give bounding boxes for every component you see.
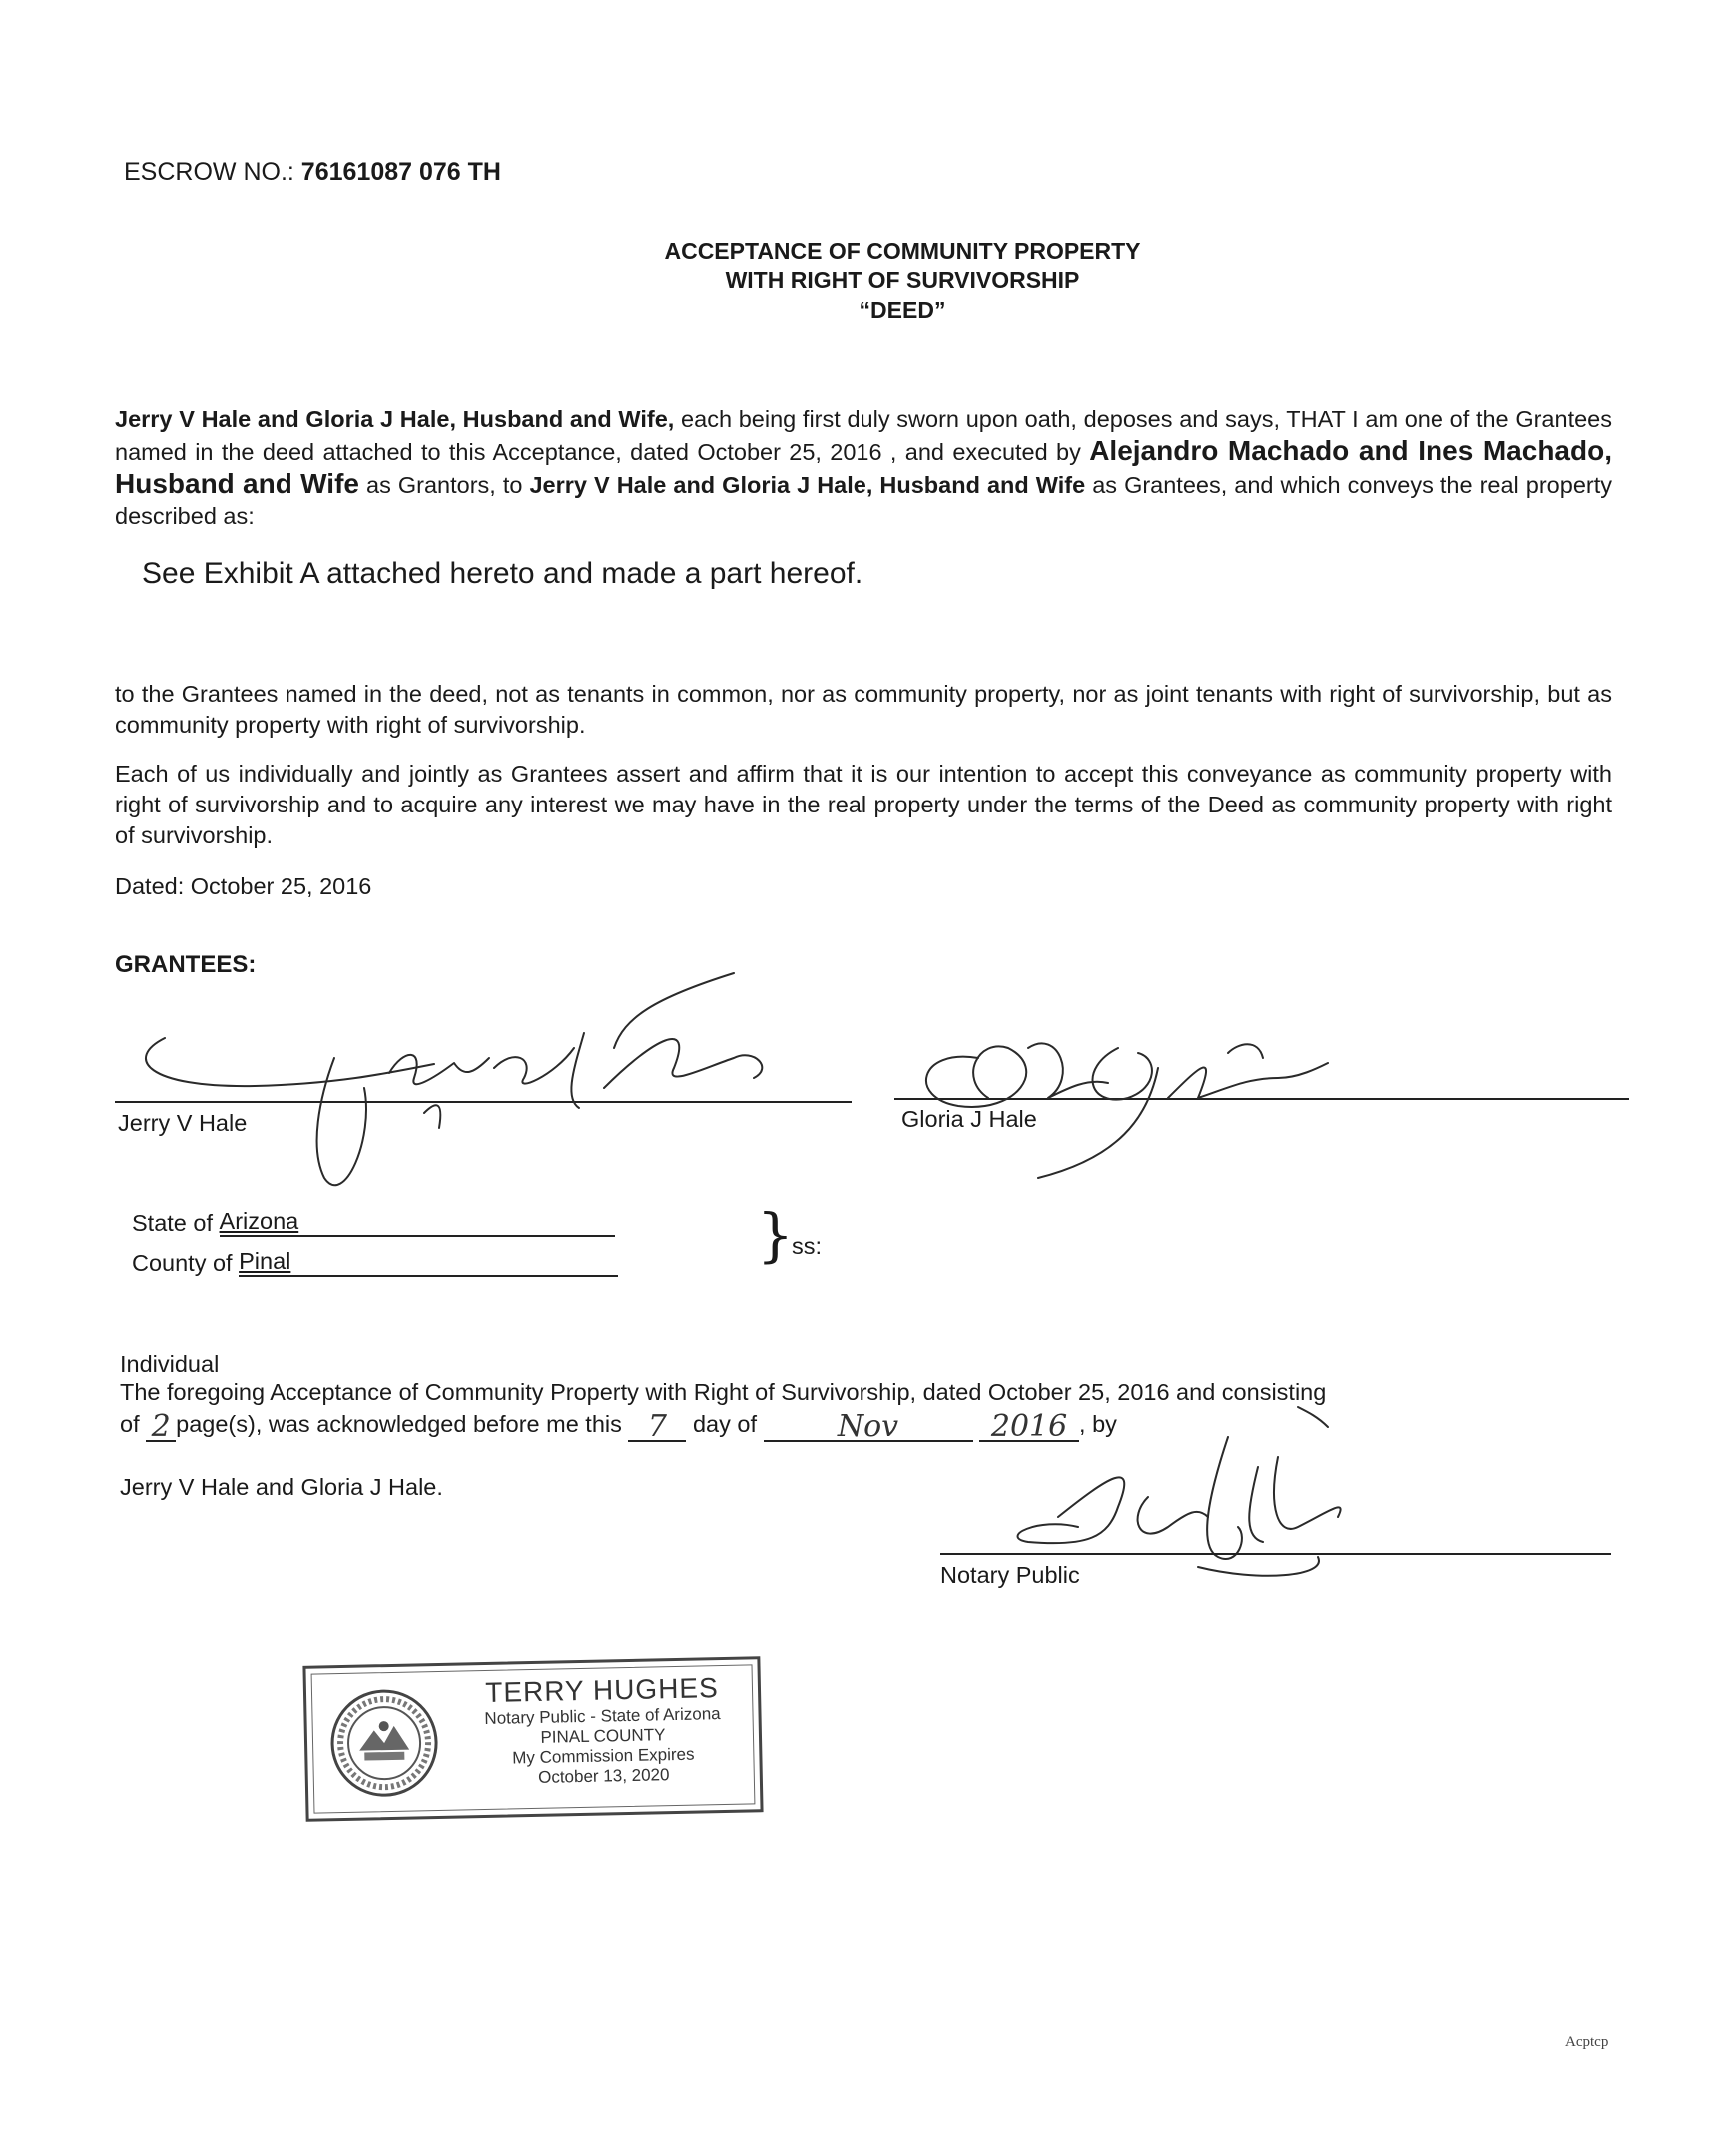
grantors-names: Alejandro Machado and Ines Machado, Husband and Wife	[115, 435, 1612, 499]
intro-text-3: as Grantees, and which conveys the real property described as:	[115, 472, 1612, 529]
grantees-names-2: Jerry V Hale and Gloria J Hale, Husband and Wife	[529, 472, 1086, 498]
signature-jerry-hale	[135, 978, 794, 1208]
title-line-2: WITH RIGHT OF SURVIVORSHIP	[725, 268, 1080, 293]
ack-text-2: page(s), was acknowledged before me this	[176, 1411, 622, 1437]
venue-state	[132, 1208, 615, 1237]
title-line-3: “DEED”	[859, 297, 946, 323]
venue-ss: ss:	[792, 1233, 823, 1259]
stamp-line-2: PINAL COUNTY	[540, 1725, 666, 1747]
county-label: County of	[132, 1250, 233, 1276]
stamp-line-1: Notary Public - State of Arizona	[484, 1704, 721, 1729]
escrow-label: ESCROW NO.:	[124, 158, 294, 186]
signer-right-label: Gloria J Hale	[901, 1106, 1037, 1132]
state-value: Arizona	[219, 1208, 299, 1234]
intro-text-2: as Grantors, to	[358, 472, 530, 498]
venue-brace: }	[757, 1201, 794, 1269]
tenancy-paragraph: to the Grantees named in the deed, not as tenants in common, nor as community property, nor as joint tenants with right of survivorship, but as community property with right of survivorship.	[115, 681, 1612, 738]
signer-left-label: Jerry V Hale	[118, 1110, 248, 1136]
ack-line-1: The foregoing Acceptance of Community Property with Right of Survivorship, dated October 25, 2016 and consisting	[120, 1379, 1327, 1405]
exhibit-reference: See Exhibit A attached hereto and made a part hereof.	[142, 557, 863, 590]
stamp-line-4: October 13, 2020	[537, 1765, 670, 1787]
state-label: State of	[132, 1210, 213, 1236]
ack-year: 2016	[990, 1409, 1068, 1444]
county-value: Pinal	[239, 1248, 291, 1274]
ack-day: 7	[647, 1409, 667, 1444]
notary-name: TERRY HUGHES	[484, 1672, 720, 1708]
ack-month: Nov	[837, 1409, 899, 1444]
state-seal-icon	[328, 1687, 440, 1799]
signature-gloria-hale	[898, 1008, 1358, 1198]
grantees-heading: GRANTEES:	[115, 951, 257, 978]
notary-label: Notary Public	[940, 1562, 1080, 1588]
document-title	[0, 236, 1725, 325]
venue-county	[132, 1248, 618, 1277]
intro-paragraph	[115, 404, 1612, 532]
stamp-line-3: My Commission Expires	[512, 1744, 695, 1768]
title-line-1: ACCEPTANCE OF COMMUNITY PROPERTY	[664, 238, 1141, 264]
escrow-value: 76161087 076 TH	[300, 158, 501, 186]
ack-heading: Individual	[120, 1351, 220, 1377]
intro-text-1: each being first duly sworn upon oath, deposes and says, THAT I am one of the Grantees named in the deed attached to this Acceptance, dated October 25, 2016 , and executed by	[115, 406, 1612, 465]
affirmation-paragraph: Each of us individually and jointly as Grantees assert and affirm that it is our intention to accept this conveyance as community property with right of survivorship and to acquire any interest we may have in the real property under the terms of the Deed as community property with right of survivorship.	[115, 761, 1612, 848]
notary-signature-line	[940, 1553, 1611, 1555]
escrow-number	[124, 158, 501, 187]
pages-count: 2	[151, 1409, 171, 1444]
ack-text-3: day of	[692, 1411, 757, 1437]
notary-stamp	[302, 1656, 763, 1822]
ack-persons: Jerry V Hale and Gloria J Hale.	[120, 1474, 443, 1500]
ack-of: of	[120, 1411, 140, 1437]
grantees-names: Jerry V Hale and Gloria J Hale, Husband and Wife,	[115, 406, 675, 432]
ack-text-4: , by	[1079, 1411, 1117, 1437]
dated-line: Dated: October 25, 2016	[115, 873, 372, 899]
footer-code: Acptcp	[1565, 2034, 1609, 2050]
